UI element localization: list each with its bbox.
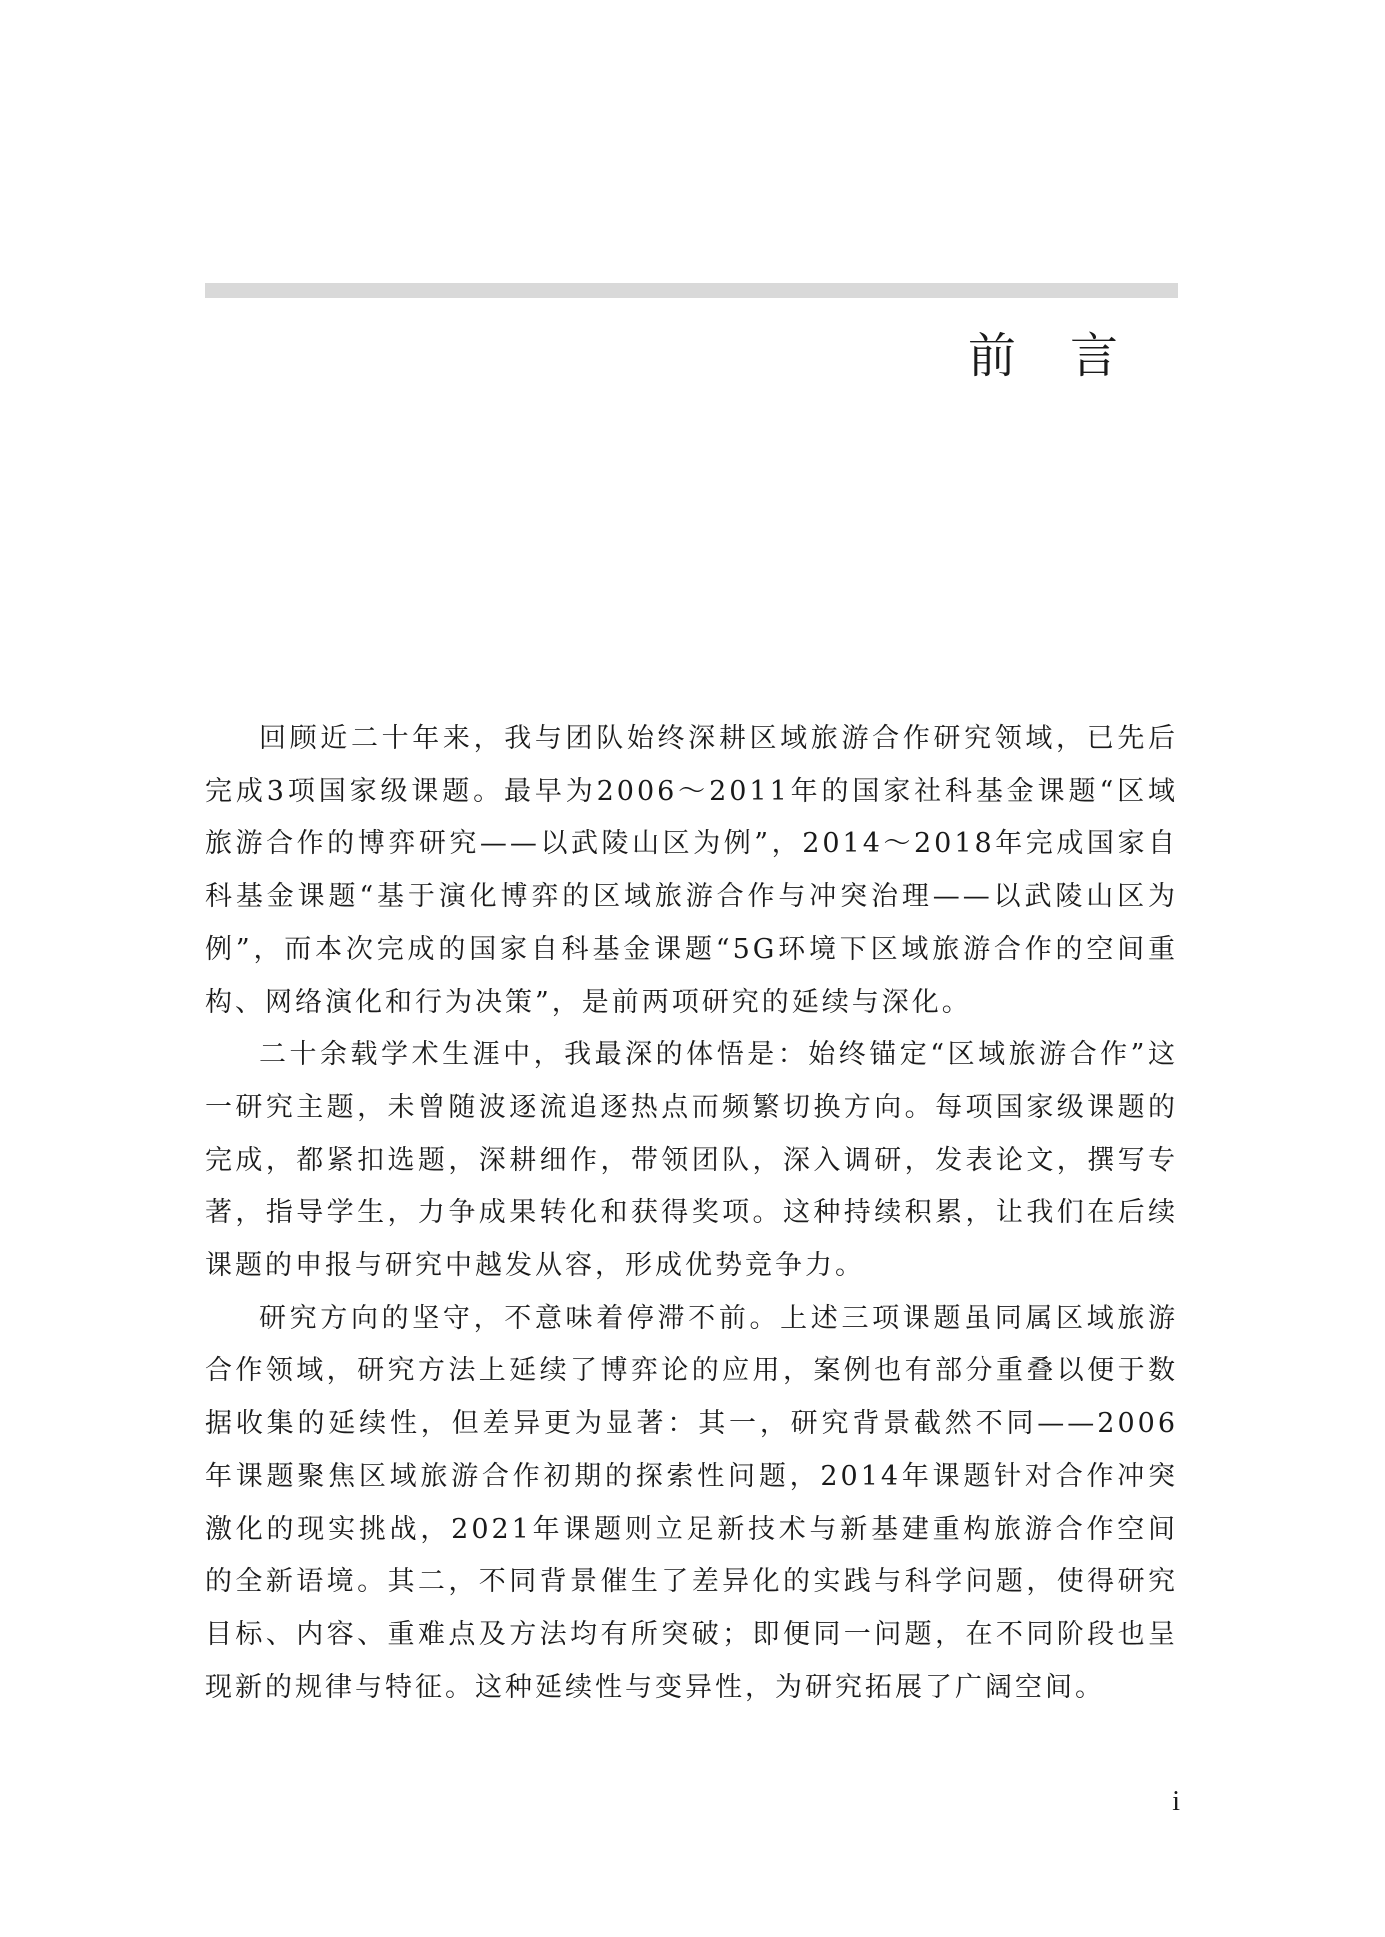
page-title: 前言 xyxy=(967,328,1172,384)
header-rule xyxy=(205,283,1178,298)
page-number: i xyxy=(1172,1786,1180,1817)
paragraph-1: 回顾近二十年来，我与团队始终深耕区域旅游合作研究领域，已先后完成3项国家级课题。最早为2006～2011年的国家社科基金课题“区域旅游合作的博弈研究——以武陵山区为例”，2014～2018年完成国家自科基金课题“基于演化博弈的区域旅游合作与冲突治理——以武陵山区为例”，而本次完成的国家自科基金课题“5G环境下区域旅游合作的空间重构、网络演化和行为决策”，是前两项研究的延续与深化。 xyxy=(205,723,1178,1018)
paragraph-2: 二十余载学术生涯中，我最深的体悟是：始终锚定“区域旅游合作”这一研究主题，未曾随波逐流追逐热点而频繁切换方向。每项国家级课题的完成，都紧扣选题，深耕细作，带领团队，深入调研，发表论文，撰写专著，指导学生，力争成果转化和获得奖项。这种持续积累，让我们在后续课题的申报与研究中越发从容，形成优势竞争力。 xyxy=(205,1039,1178,1282)
body-text xyxy=(205,713,1178,1714)
paragraph-3: 研究方向的坚守，不意味着停滞不前。上述三项课题虽同属区域旅游合作领域，研究方法上延续了博弈论的应用，案例也有部分重叠以便于数据收集的延续性，但差异更为显著：其一，研究背景截然不同——2006年课题聚焦区域旅游合作初期的探索性问题，2014年课题针对合作冲突激化的现实挑战，2021年课题则立足新技术与新基建重构旅游合作空间的全新语境。其二，不同背景催生了差异化的实践与科学问题，使得研究目标、内容、重难点及方法均有所突破；即便同一问题，在不同阶段也呈现新的规律与特征。这种延续性与变异性，为研究拓展了广阔空间。 xyxy=(205,1302,1178,1703)
